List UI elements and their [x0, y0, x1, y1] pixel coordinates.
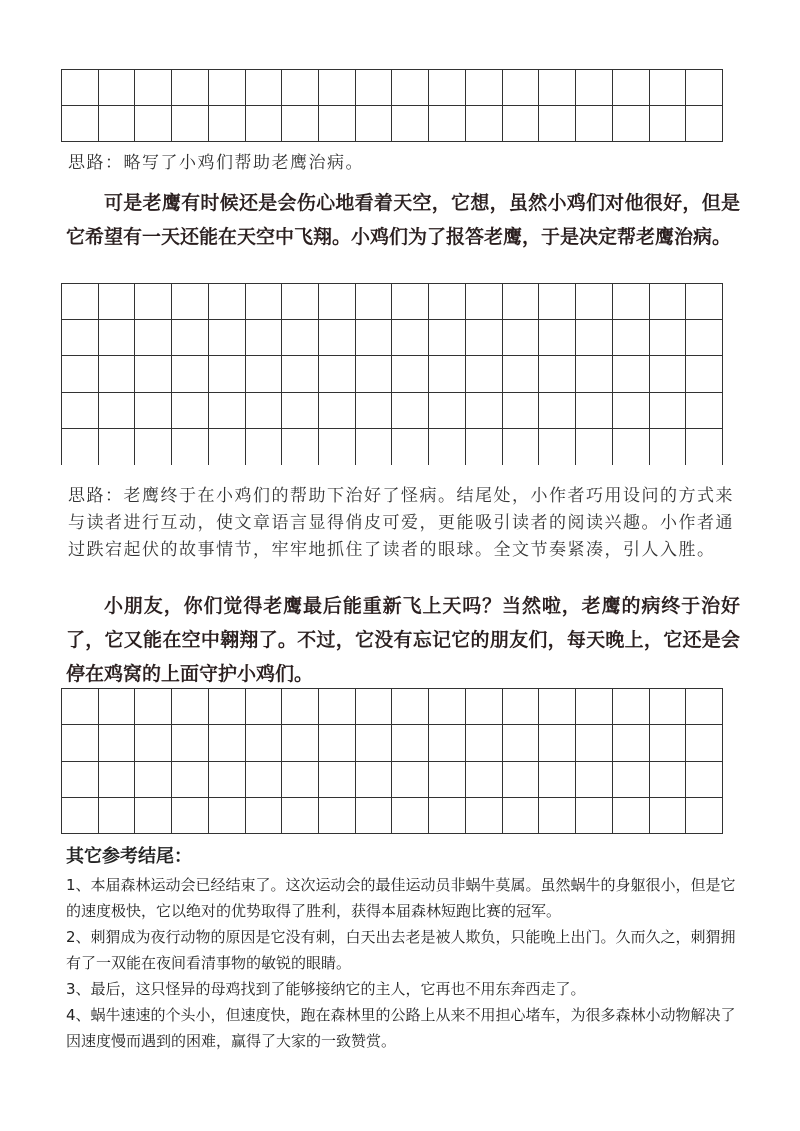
grid-cell[interactable] [319, 762, 356, 798]
grid-cell[interactable] [503, 320, 540, 356]
grid-cell[interactable] [650, 429, 687, 465]
grid-cell[interactable] [282, 393, 319, 429]
grid-cell[interactable] [172, 70, 209, 106]
grid-cell[interactable] [172, 106, 209, 142]
silu-note-1: 思路：略写了小鸡们帮助老鹰治病。 [68, 153, 364, 173]
grid-cell[interactable] [650, 106, 687, 142]
grid-cell[interactable] [539, 284, 576, 320]
writing-grid-top[interactable] [61, 69, 723, 142]
grid-cell[interactable] [539, 689, 576, 725]
grid-cell[interactable] [686, 356, 723, 392]
grid-cell[interactable] [503, 284, 540, 320]
grid-cell[interactable] [650, 70, 687, 106]
grid-cell[interactable] [613, 320, 650, 356]
grid-cell[interactable] [576, 356, 613, 392]
grid-cell[interactable] [282, 106, 319, 142]
grid-cell[interactable] [503, 356, 540, 392]
grid-cell[interactable] [539, 429, 576, 465]
grid-cell[interactable] [686, 689, 723, 725]
grid-cell[interactable] [246, 393, 283, 429]
reference-ending-item: 1、本届森林运动会已经结束了。这次运动会的最佳运动员非蜗牛莫属。虽然蜗牛的身躯很小，但是它的速度极快，它以绝对的优势取得了胜利，获得本届森林短跑比赛的冠军。 [66, 876, 736, 920]
grid-cell[interactable] [392, 70, 429, 106]
grid-cell[interactable] [650, 689, 687, 725]
grid-cell[interactable] [392, 798, 429, 834]
story-paragraph-1: 可是老鹰有时候还是会伤心地看着天空，它想，虽然小鸡们对他很好，但是它希望有一天还能在天空中飞翔。小鸡们为了报答老鹰，于是决定帮老鹰治病。 [66, 192, 740, 248]
grid-cell[interactable] [356, 320, 393, 356]
grid-cell[interactable] [282, 284, 319, 320]
grid-cell[interactable] [503, 689, 540, 725]
grid-cell[interactable] [319, 284, 356, 320]
grid-cell[interactable] [172, 393, 209, 429]
grid-cell[interactable] [135, 689, 172, 725]
grid-cell[interactable] [503, 725, 540, 761]
grid-cell[interactable] [356, 284, 393, 320]
grid-cell[interactable] [62, 284, 99, 320]
grid-cell[interactable] [135, 725, 172, 761]
grid-cell[interactable] [209, 106, 246, 142]
grid-cell[interactable] [650, 320, 687, 356]
grid-cell[interactable] [429, 798, 466, 834]
grid-cell[interactable] [99, 689, 136, 725]
grid-cell[interactable] [356, 70, 393, 106]
silu-note-2: 思路：老鹰终于在小鸡们的帮助下治好了怪病。结尾处，小作者巧用设问的方式来与读者进行互动，使文章语言显得俏皮可爱，更能吸引读者的阅读兴趣。小作者通过跌宕起伏的故事情节，牢牢地抓住了读者的眼球。全文节奏紧凑，引人入胜。 [68, 486, 734, 560]
grid-cell[interactable] [613, 284, 650, 320]
grid-cell[interactable] [209, 70, 246, 106]
grid-cell[interactable] [429, 356, 466, 392]
grid-cell[interactable] [686, 284, 723, 320]
grid-cell[interactable] [172, 798, 209, 834]
grid-cell[interactable] [539, 798, 576, 834]
grid-cell[interactable] [172, 320, 209, 356]
grid-cell[interactable] [466, 798, 503, 834]
grid-cell[interactable] [392, 725, 429, 761]
grid-cell[interactable] [613, 762, 650, 798]
grid-cell[interactable] [135, 393, 172, 429]
grid-cell[interactable] [209, 284, 246, 320]
grid-cell[interactable] [319, 356, 356, 392]
grid-cell[interactable] [209, 689, 246, 725]
grid-cell[interactable] [172, 725, 209, 761]
grid-cell[interactable] [576, 762, 613, 798]
grid-cell[interactable] [172, 762, 209, 798]
grid-cell[interactable] [686, 106, 723, 142]
grid-cell[interactable] [466, 284, 503, 320]
grid-cell[interactable] [392, 106, 429, 142]
grid-cell[interactable] [503, 106, 540, 142]
grid-cell[interactable] [392, 762, 429, 798]
grid-cell[interactable] [392, 393, 429, 429]
grid-cell[interactable] [429, 725, 466, 761]
grid-cell[interactable] [613, 725, 650, 761]
grid-cell[interactable] [99, 429, 136, 465]
grid-cell[interactable] [209, 356, 246, 392]
writing-grid-bottom[interactable] [61, 688, 723, 834]
grid-cell[interactable] [135, 320, 172, 356]
grid-cell[interactable] [282, 320, 319, 356]
grid-cell[interactable] [539, 70, 576, 106]
grid-cell[interactable] [686, 725, 723, 761]
grid-cell[interactable] [429, 284, 466, 320]
grid-cell[interactable] [282, 70, 319, 106]
grid-cell[interactable] [99, 70, 136, 106]
grid-cell[interactable] [466, 356, 503, 392]
grid-cell[interactable] [99, 393, 136, 429]
grid-cell[interactable] [319, 106, 356, 142]
grid-cell[interactable] [246, 320, 283, 356]
reference-endings-title: 其它参考结尾： [66, 846, 192, 867]
grid-cell[interactable] [466, 393, 503, 429]
grid-cell[interactable] [99, 106, 136, 142]
grid-cell[interactable] [503, 429, 540, 465]
grid-cell[interactable] [539, 320, 576, 356]
grid-cell[interactable] [539, 393, 576, 429]
grid-cell[interactable] [576, 725, 613, 761]
grid-cell[interactable] [686, 70, 723, 106]
grid-cell[interactable] [576, 689, 613, 725]
grid-cell[interactable] [99, 762, 136, 798]
grid-cell[interactable] [99, 356, 136, 392]
grid-cell[interactable] [613, 106, 650, 142]
grid-cell[interactable] [135, 356, 172, 392]
grid-cell[interactable] [99, 320, 136, 356]
grid-cell[interactable] [392, 320, 429, 356]
grid-cell[interactable] [356, 798, 393, 834]
grid-cell[interactable] [209, 429, 246, 465]
grid-cell[interactable] [686, 762, 723, 798]
grid-cell[interactable] [356, 356, 393, 392]
grid-cell[interactable] [135, 762, 172, 798]
grid-cell[interactable] [99, 798, 136, 834]
grid-cell[interactable] [172, 689, 209, 725]
grid-cell[interactable] [319, 393, 356, 429]
grid-cell[interactable] [392, 429, 429, 465]
grid-cell[interactable] [613, 689, 650, 725]
grid-cell[interactable] [356, 689, 393, 725]
grid-cell[interactable] [686, 429, 723, 465]
grid-cell[interactable] [429, 762, 466, 798]
grid-cell[interactable] [246, 284, 283, 320]
grid-cell[interactable] [429, 429, 466, 465]
grid-cell[interactable] [576, 429, 613, 465]
grid-cell[interactable] [503, 70, 540, 106]
grid-cell[interactable] [246, 725, 283, 761]
grid-cell[interactable] [503, 393, 540, 429]
grid-cell[interactable] [62, 689, 99, 725]
grid-cell[interactable] [319, 70, 356, 106]
story-paragraph-2: 小朋友，你们觉得老鹰最后能重新飞上天吗？当然啦，老鹰的病终于治好了，它又能在空中翱翔了。不过，它没有忘记它的朋友们，每天晚上，它还是会停在鸡窝的上面守护小鸡们。 [66, 595, 740, 685]
grid-cell[interactable] [392, 356, 429, 392]
grid-cell[interactable] [62, 320, 99, 356]
grid-cell[interactable] [650, 393, 687, 429]
grid-cell[interactable] [539, 725, 576, 761]
grid-cell[interactable] [576, 320, 613, 356]
grid-cell[interactable] [135, 429, 172, 465]
grid-cell[interactable] [503, 762, 540, 798]
grid-cell[interactable] [466, 725, 503, 761]
grid-cell[interactable] [686, 798, 723, 834]
grid-cell[interactable] [282, 689, 319, 725]
grid-cell[interactable] [246, 70, 283, 106]
grid-cell[interactable] [576, 106, 613, 142]
grid-cell[interactable] [62, 798, 99, 834]
grid-cell[interactable] [135, 284, 172, 320]
grid-cell[interactable] [686, 320, 723, 356]
grid-cell[interactable] [539, 356, 576, 392]
grid-cell[interactable] [246, 762, 283, 798]
grid-cell[interactable] [99, 284, 136, 320]
grid-cell[interactable] [62, 762, 99, 798]
grid-cell[interactable] [62, 106, 99, 142]
grid-cell[interactable] [282, 356, 319, 392]
grid-cell[interactable] [319, 725, 356, 761]
grid-cell[interactable] [62, 725, 99, 761]
grid-cell[interactable] [62, 356, 99, 392]
grid-cell[interactable] [246, 798, 283, 834]
grid-cell[interactable] [650, 284, 687, 320]
grid-cell[interactable] [539, 762, 576, 798]
grid-cell[interactable] [135, 106, 172, 142]
grid-cell[interactable] [209, 320, 246, 356]
grid-cell[interactable] [319, 689, 356, 725]
grid-cell[interactable] [650, 356, 687, 392]
grid-cell[interactable] [466, 106, 503, 142]
grid-cell[interactable] [539, 106, 576, 142]
grid-cell[interactable] [613, 429, 650, 465]
grid-cell[interactable] [282, 798, 319, 834]
grid-cell[interactable] [209, 725, 246, 761]
grid-cell[interactable] [613, 70, 650, 106]
grid-cell[interactable] [209, 762, 246, 798]
grid-cell[interactable] [466, 429, 503, 465]
grid-cell[interactable] [429, 106, 466, 142]
grid-cell[interactable] [613, 393, 650, 429]
grid-cell[interactable] [613, 356, 650, 392]
grid-cell[interactable] [319, 320, 356, 356]
grid-cell[interactable] [466, 320, 503, 356]
writing-grid-middle[interactable] [61, 283, 723, 465]
grid-cell[interactable] [62, 70, 99, 106]
grid-cell[interactable] [282, 762, 319, 798]
grid-cell[interactable] [172, 284, 209, 320]
grid-cell[interactable] [466, 689, 503, 725]
grid-cell[interactable] [246, 689, 283, 725]
grid-cell[interactable] [429, 393, 466, 429]
reference-ending-item: 4、蜗牛速速的个头小，但速度快，跑在森林里的公路上从来不用担心堵车，为很多森林小动物解决了因速度慢而遇到的困难，赢得了大家的一致赞赏。 [66, 1006, 736, 1050]
grid-cell[interactable] [576, 798, 613, 834]
grid-cell[interactable] [246, 429, 283, 465]
grid-cell[interactable] [319, 429, 356, 465]
grid-cell[interactable] [466, 70, 503, 106]
grid-cell[interactable] [246, 356, 283, 392]
grid-cell[interactable] [466, 762, 503, 798]
grid-cell[interactable] [356, 725, 393, 761]
grid-cell[interactable] [282, 725, 319, 761]
grid-cell[interactable] [576, 393, 613, 429]
reference-endings-list [66, 872, 746, 1054]
grid-cell[interactable] [282, 429, 319, 465]
grid-cell[interactable] [172, 356, 209, 392]
grid-cell[interactable] [429, 70, 466, 106]
grid-cell[interactable] [356, 106, 393, 142]
grid-cell[interactable] [99, 725, 136, 761]
reference-ending-item: 3、最后，这只怪异的母鸡找到了能够接纳它的主人，它再也不用东奔西走了。 [66, 980, 586, 998]
grid-cell[interactable] [650, 798, 687, 834]
grid-cell[interactable] [135, 798, 172, 834]
grid-cell[interactable] [209, 798, 246, 834]
grid-cell[interactable] [576, 284, 613, 320]
grid-cell[interactable] [356, 762, 393, 798]
grid-cell[interactable] [392, 284, 429, 320]
grid-cell[interactable] [356, 393, 393, 429]
grid-cell[interactable] [62, 429, 99, 465]
grid-cell[interactable] [650, 762, 687, 798]
grid-cell[interactable] [576, 70, 613, 106]
grid-cell[interactable] [613, 798, 650, 834]
grid-cell[interactable] [686, 393, 723, 429]
grid-cell[interactable] [172, 429, 209, 465]
grid-cell[interactable] [429, 320, 466, 356]
reference-ending-item: 2、刺猬成为夜行动物的原因是它没有刺，白天出去老是被人欺负，只能晚上出门。久而久之，刺猬拥有了一双能在夜间看清事物的敏锐的眼睛。 [66, 928, 736, 972]
grid-cell[interactable] [429, 689, 466, 725]
grid-cell[interactable] [246, 106, 283, 142]
grid-cell[interactable] [503, 798, 540, 834]
grid-cell[interactable] [392, 689, 429, 725]
grid-cell[interactable] [356, 429, 393, 465]
grid-cell[interactable] [209, 393, 246, 429]
grid-cell[interactable] [319, 798, 356, 834]
grid-cell[interactable] [135, 70, 172, 106]
grid-cell[interactable] [62, 393, 99, 429]
grid-cell[interactable] [650, 725, 687, 761]
